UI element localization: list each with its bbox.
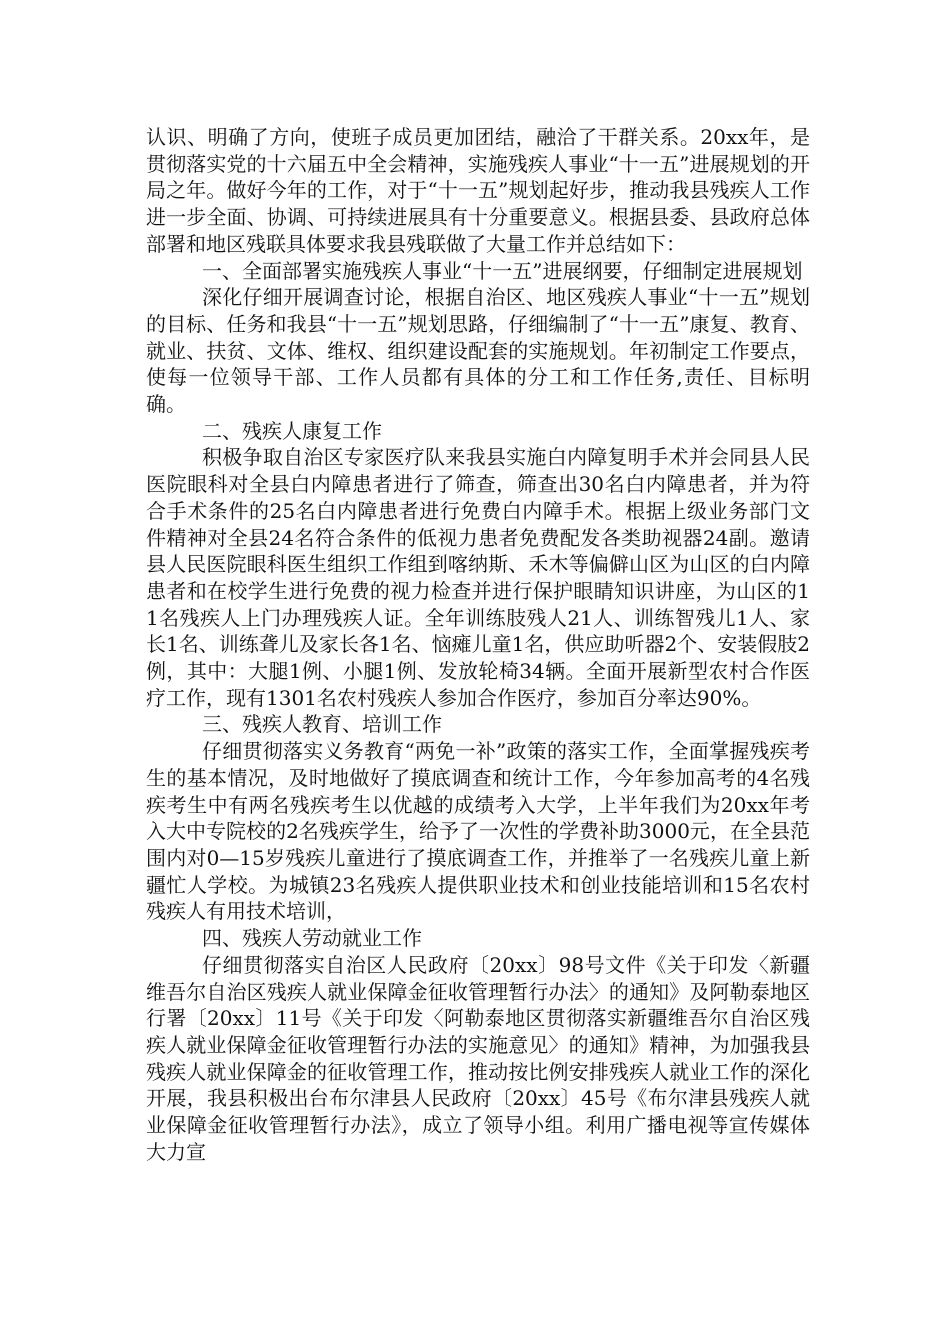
document-body <box>146 124 810 1165</box>
section-heading-1: 一、全面部署实施残疾人事业“十一五”进展纲要，仔细制定进展规划 <box>202 258 803 283</box>
paragraph-employment: 仔细贯彻落实自治区人民政府〔20xx〕98号文件《关于印发〈新疆维吾尔自治区残疾人就业保障金征收管理暂行办法〉的通知》及阿勒泰地区行署〔20xx〕11号《关于印发〈阿勒泰地区贯彻落实新疆维吾尔自治区残疾人就业保障金征收管理暂行办法的实施意见〉的通知》精神，为加强我县残疾人就业保障金的征收管理工作，推动按比例安排残疾人就业工作的深化开展，我县积极出台布尔津县人民政府〔20xx〕45号《布尔津县残疾人就业保障金征收管理暂行办法》，成立了领导小组。利用广播电视等宣传媒体大力宣 <box>146 952 810 1164</box>
section-heading-2: 二、残疾人康复工作 <box>202 418 382 443</box>
paragraph-planning: 深化仔细开展调查讨论，根据自治区、地区残疾人事业“十一五”规划的目标、任务和我县“十一五”规划思路，仔细编制了“十一五”康复、教育、就业、扶贫、文体、维权、组织建设配套的实施规划。年初制定工作要点，使每一位领导干部、工作人员都有具体的分工和工作任务,责任、目标明确。 <box>146 285 810 417</box>
paragraph-rehabilitation: 积极争取自治区专家医疗队来我县实施白内障复明手术并会同县人民医院眼科对全县白内障患者进行了筛查，筛查出30名白内障患者，并为符合手术条件的25名白内障患者进行免费白内障手术。根据上级业务部门文件精神对全县24名符合条件的低视力患者免费配发各类助视器24副。邀请县人民医院眼科医生组织工作组到喀纳斯、禾木等偏僻山区为山区的白内障患者和在校学生进行免费的视力检查并进行保护眼睛知识讲座，为山区的11名残疾人上门办理残疾人证。全年训练肢残人21人、训练智残儿1人、家长1名、训练聋儿及家长各1名、恼瘫儿童1名，供应助听器2个、安装假肢2例，其中：大腿1例、小腿1例、发放轮椅34辆。全面开展新型农村合作医疗工作，现有1301名农村残疾人参加合作医疗，参加百分率达90%。 <box>146 445 810 710</box>
paragraph-intro: 认识、明确了方向，使班子成员更加团结，融洽了干群关系。20xx年，是贯彻落实党的十六届五中全会精神，实施残疾人事业“十一五”进展规划的开局之年。做好今年的工作，对于“十一五”规划起好步，推动我县残疾人工作进一步全面、协调、可持续进展具有十分重要意义。根据县委、县政府总体部署和地区残联具体要求我县残联做了大量工作并总结如下： <box>146 125 810 256</box>
section-heading-3: 三、残疾人教育、培训工作 <box>202 712 442 737</box>
section-heading-4: 四、残疾人劳动就业工作 <box>202 926 422 951</box>
paragraph-education: 仔细贯彻落实义务教育“两免一补”政策的落实工作，全面掌握残疾考生的基本情况，及时地做好了摸底调查和统计工作，今年参加高考的4名残疾考生中有两名残疾考生以优越的成绩考入大学，上半年我们为20xx年考入大中专院校的2名残疾学生，给予了一次性的学费补助3000元，在全县范围内对0—15岁残疾儿童进行了摸底调查工作，并推举了一名残疾儿童上新疆忙人学校。为城镇23名残疾人提供职业技术和创业技能培训和15名农村残疾人有用技术培训， <box>146 739 810 924</box>
